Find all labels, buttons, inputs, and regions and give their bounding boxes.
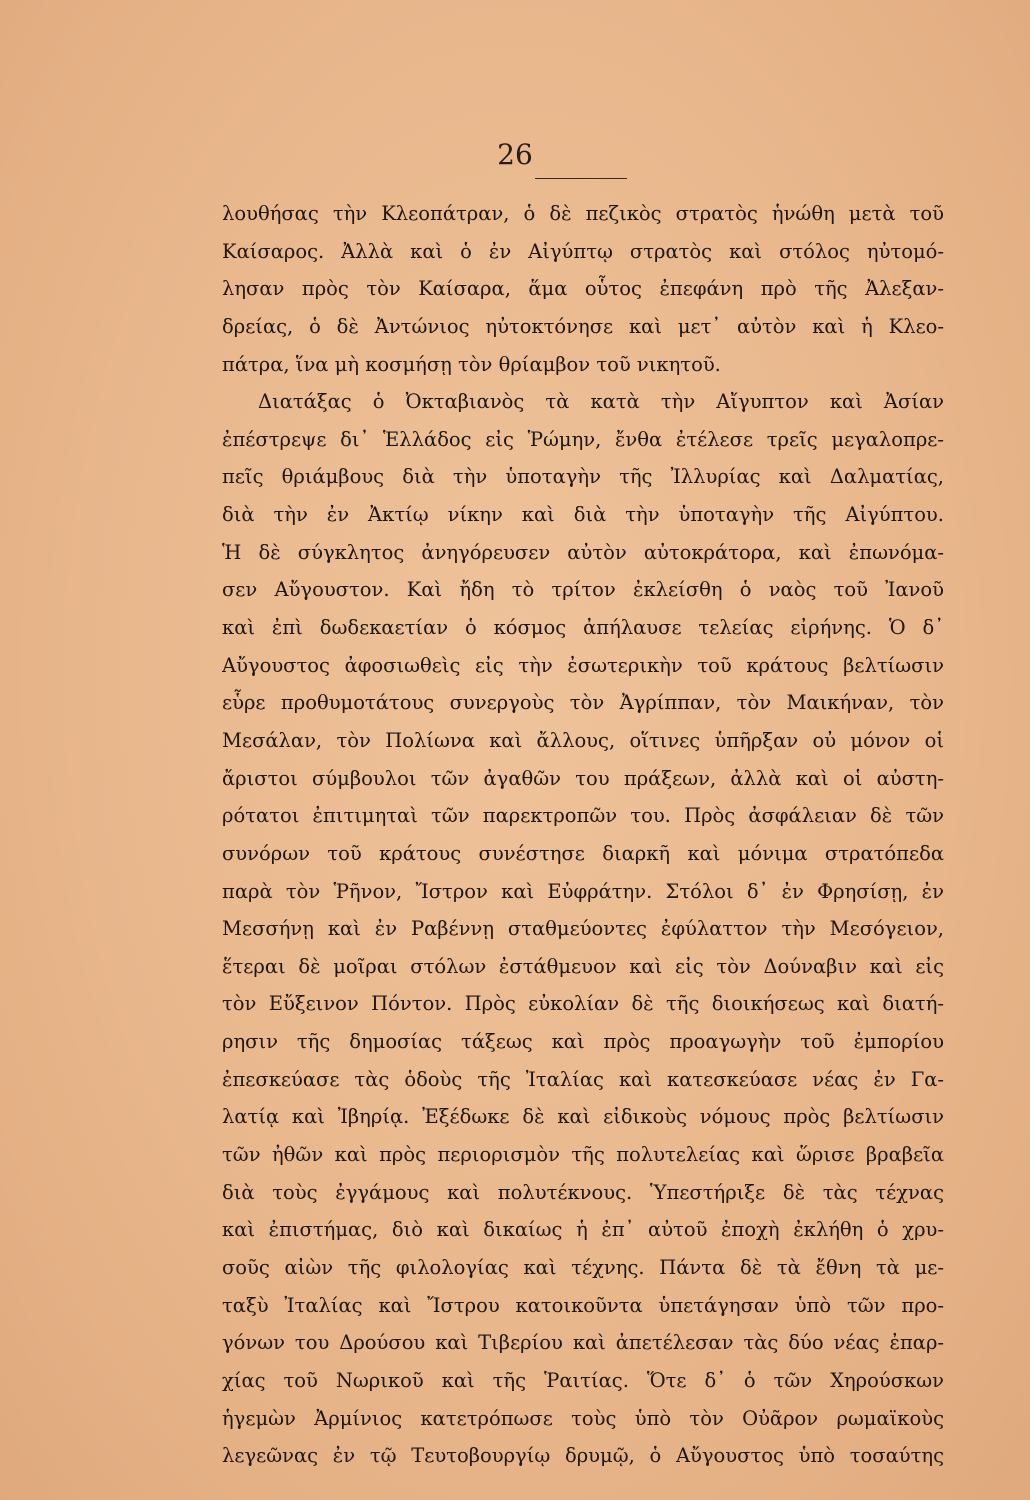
text-line: ρησιν τῆς δημοσίας τάξεως καὶ πρὸς προαγωγὴν τοῦ ἐμπορίου [222,1030,944,1054]
text-line: ἐπεσκεύασε τὰς ὁδοὺς τῆς Ἰταλίας καὶ κατεσκεύασε νέας ἐν Γα- [222,1067,944,1091]
text-line: Αὔγουστος ἀφοσιωθεὶς εἰς τὴν ἐσωτερικὴν τοῦ κράτους βελτίωσιν [222,653,944,677]
text-line: ἕτεραι δὲ μοῖραι στόλων ἐστάθμευον καὶ εἰς τὸν Δούναβιν καὶ εἰς [222,954,944,978]
text-line: ἐπέστρεψε δι᾽ Ἑλλάδος εἰς Ῥώμην, ἔνθα ἐτέλεσε τρεῖς μεγαλοπρε- [222,427,944,451]
text-line: ρότατοι ἐπιτιμηταὶ τῶν παρεκτροπῶν του. Πρὸς ἀσφάλειαν δὲ τῶν [222,804,944,828]
text-line: πεῖς θριάμβους διὰ τὴν ὑποταγὴν τῆς Ἰλλυρίας καὶ Δαλματίας, [222,465,944,489]
text-line: Ἡ δὲ σύγκλητος ἀνηγόρευσεν αὐτὸν αὐτοκράτορα, καὶ ἐπωνόμα- [222,540,944,564]
text-line: Μεσσήνῃ καὶ ἐν Ραβέννῃ σταθμεύοντες ἐφύλαττον τὴν Μεσόγειον, [222,917,944,941]
text-line: χίας τοῦ Νωρικοῦ καὶ τῆς Ῥαιτίας. Ὅτε δ᾽ ὁ τῶν Χηρούσκων [222,1368,944,1392]
text-line: Καίσαρος. Ἀλλὰ καὶ ὁ ἐν Αἰγύπτῳ στρατὸς καὶ στόλος ηὐτομό- [222,239,944,263]
text-line: ἄριστοι σύμβουλοι τῶν ἀγαθῶν του πράξεων, ἀλλὰ καὶ οἱ αὐστη- [222,766,944,790]
text-line: λατίᾳ καὶ Ἰβηρίᾳ. Ἐξέδωκε δὲ καὶ εἰδικοὺς νόμους πρὸς βελτίωσιν [222,1105,944,1129]
text-line: γόνων του Δρούσου καὶ Τιβερίου καὶ ἀπετέλεσαν τὰς δύο νέας ἐπαρ- [222,1331,944,1355]
body-text [222,195,944,1475]
text-line: εὗρε προθυμοτάτους συνεργοὺς τὸν Ἀγρίππαν, τὸν Μαικήναν, τὸν [222,691,944,715]
text-line: διὰ τὴν ἐν Ἀκτίῳ νίκην καὶ διὰ τὴν ὑποταγὴν τῆς Αἰγύπτου. [222,503,944,527]
text-line: λεγεῶνας ἐν τῷ Τευτοβουργίῳ δρυμῷ, ὁ Αὔγουστος ὑπὸ τοσαύτης [222,1444,944,1468]
header-rule [535,178,627,179]
text-line: καὶ ἐπὶ δωδεκαετίαν ὁ κόσμος ἀπήλαυσε τελείας εἰρήνης. Ὁ δ᾽ [222,616,944,640]
text-line: λησαν πρὸς τὸν Καίσαρα, ἅμα οὗτος ἐπεφάνη πρὸ τῆς Ἀλεξαν- [222,277,944,301]
text-line: παρὰ τὸν Ῥῆνον, Ἴστρον καὶ Εὐφράτην. Στόλοι δ᾽ ἐν Φρησίσῃ, ἐν [222,879,944,903]
text-line: πάτρα, ἵνα μὴ κοσμήσῃ τὸν θρίαμβον τοῦ νικητοῦ. [222,352,721,376]
text-line: ἡγεμὼν Ἀρμίνιος κατετρόπωσε τοὺς ὑπὸ τὸν Οὐᾶρον ρωμαϊκοὺς [222,1406,944,1430]
text-line: λουθήσας τὴν Κλεοπάτραν, ὁ δὲ πεζικὸς στρατὸς ἡνώθη μετὰ τοῦ [222,202,944,225]
text-line: τῶν ἠθῶν καὶ πρὸς περιορισμὸν τῆς πολυτελείας καὶ ὥρισε βραβεῖα [222,1143,944,1167]
text-line: σοῦς αἰὼν τῆς φιλολογίας καὶ τέχνης. Πάντα δὲ τὰ ἔθνη τὰ με- [222,1255,944,1279]
text-line: δρείας, ὁ δὲ Ἀντώνιος ηὐτοκτόνησε καὶ μετ᾽ αὐτὸν καὶ ἡ Κλεο- [222,314,944,338]
text-line: συνόρων τοῦ κράτους συνέστησε διαρκῆ καὶ μόνιμα στρατόπεδα [222,841,944,865]
text-line: καὶ ἐπιστήμας, διὸ καὶ δικαίως ἡ ἐπ᾽ αὐτοῦ ἐποχὴ ἐκλήθη ὁ χρυ- [222,1218,944,1242]
text-line: ταξὺ Ἰταλίας καὶ Ἴστρου κατοικοῦντα ὑπετάγησαν ὑπὸ τῶν προ- [222,1293,944,1317]
text-line: Μεσάλαν, τὸν Πολίωνα καὶ ἄλλους, οἵτινες ὑπῆρξαν οὐ μόνον οἱ [222,728,944,752]
page-number: 26 [497,138,533,171]
text-line: τὸν Εὔξεινον Πόντον. Πρὸς εὐκολίαν δὲ τῆς διοικήσεως καὶ διατή- [222,992,944,1016]
text-line: σεν Αὔγουστον. Καὶ ἤδη τὸ τρίτον ἐκλείσθη ὁ ναὸς τοῦ Ἰανοῦ [222,578,944,602]
text-line: Διατάξας ὁ Ὀκταβιανὸς τὰ κατὰ τὴν Αἴγυπτον καὶ Ἀσίαν [258,390,944,414]
text-line: διὰ τοὺς ἐγγάμους καὶ πολυτέκνους. Ὑπεστήριξε δὲ τὰς τέχνας [222,1180,944,1204]
